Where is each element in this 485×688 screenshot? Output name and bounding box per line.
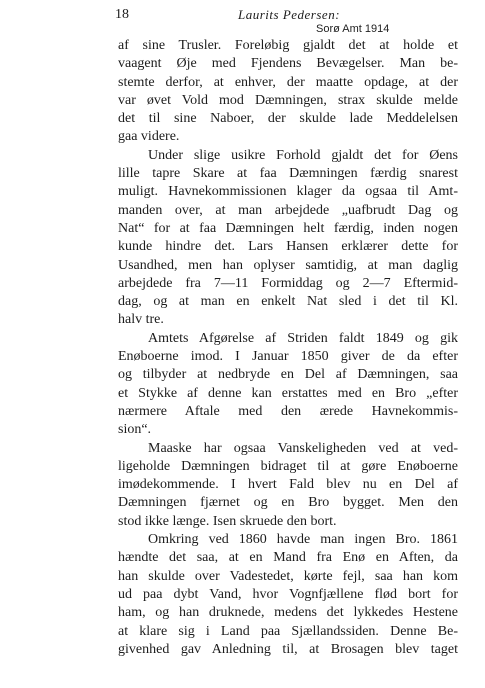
- text-line: hændte det saa, at en Mand fra Enø en Aften, da: [118, 550, 458, 566]
- text-line: et Stykke af denne kan erstattes med en Bro „efter: [118, 385, 458, 401]
- library-stamp: Sorø Amt 1914: [316, 23, 390, 35]
- text-line: han skulde over Vadestedet, kørte fejl, saa han kom: [118, 568, 458, 584]
- text-line: Dæmningen fjærnet og en Bro bygget. Men den: [118, 495, 458, 511]
- text-line: manden over, at man arbejdede „uafbrudt Dag og: [118, 202, 458, 218]
- body-text: [118, 37, 458, 659]
- text-line: Omkring ved 1860 havde man ingen Bro. 1861: [148, 532, 458, 548]
- text-line: dag, og at man en enkelt Nat sled i det til Kl.: [118, 294, 458, 310]
- running-head: Laurits Pedersen:: [238, 7, 341, 22]
- text-line: ud paa dybt Vand, hvor Vognfjællene flød bort for: [118, 586, 458, 602]
- text-line: Enøboerne imod. I Januar 1850 giver de da efter: [118, 349, 458, 365]
- text-line: lille tapre Skare at faa Dæmningen færdig snarest: [118, 166, 458, 182]
- text-line: Nat“ for at faa Dæmningen helt færdig, inden nogen: [118, 220, 458, 236]
- text-line: det til sine Naboer, der skulde lade Meddelelsen: [118, 111, 458, 127]
- text-line: stod ikke længe. Isen skruede den bort.: [118, 513, 337, 529]
- text-line: Amtets Afgørelse af Striden faldt 1849 og gik: [148, 330, 458, 346]
- text-line: halv tre.: [118, 312, 164, 328]
- text-line: vaagent Øje med Fjendens Bevægelser. Man be-: [118, 56, 458, 72]
- text-line: arbejdede fra 7—11 Formiddag og 2—7 Eftermid-: [118, 275, 458, 291]
- text-line: at klare sig i Land paa Sjællandssiden. Denne Be-: [118, 623, 458, 639]
- text-line: Usandhed, men han oplyser samtidig, at man daglig: [118, 257, 458, 273]
- text-line: gaa videre.: [118, 129, 180, 145]
- text-line: og tilbyder at nedbryde en Del af Dæmningen, saa: [118, 367, 458, 383]
- text-line: stemte derfor, at enhver, der maatte opdage, at der: [118, 74, 458, 90]
- text-line: var øvet Vold mod Dæmningen, strax skulde melde: [118, 92, 458, 108]
- text-line: Maaske har ogsaa Vanskeligheden ved at ved-: [148, 440, 458, 456]
- text-line: Under slige usikre Forhold gjaldt det for Øens: [148, 147, 458, 163]
- text-line: kunde hindre det. Lars Hansen erklærer dette for: [118, 239, 458, 255]
- text-line: muligt. Havnekommissionen klager da ogsaa til Amt-: [118, 184, 458, 200]
- text-line: ham, og han druknede, medens det lykkedes Hestene: [118, 605, 458, 621]
- text-line: af sine Trusler. Foreløbig gjaldt det at holde et: [118, 38, 458, 53]
- text-line: givenhed gav Anledning til, at Brosagen blev taget: [118, 641, 458, 657]
- page-number: 18: [115, 7, 129, 22]
- text-line: sion“.: [118, 422, 152, 438]
- text-line: nærmere Aftale med den ærede Havnekommis-: [118, 403, 458, 419]
- text-line: ligeholde Dæmningen bidraget til at gøre Enøboerne: [118, 458, 458, 474]
- text-line: imødekommende. I hvert Fald blev nu en Del af: [118, 477, 458, 493]
